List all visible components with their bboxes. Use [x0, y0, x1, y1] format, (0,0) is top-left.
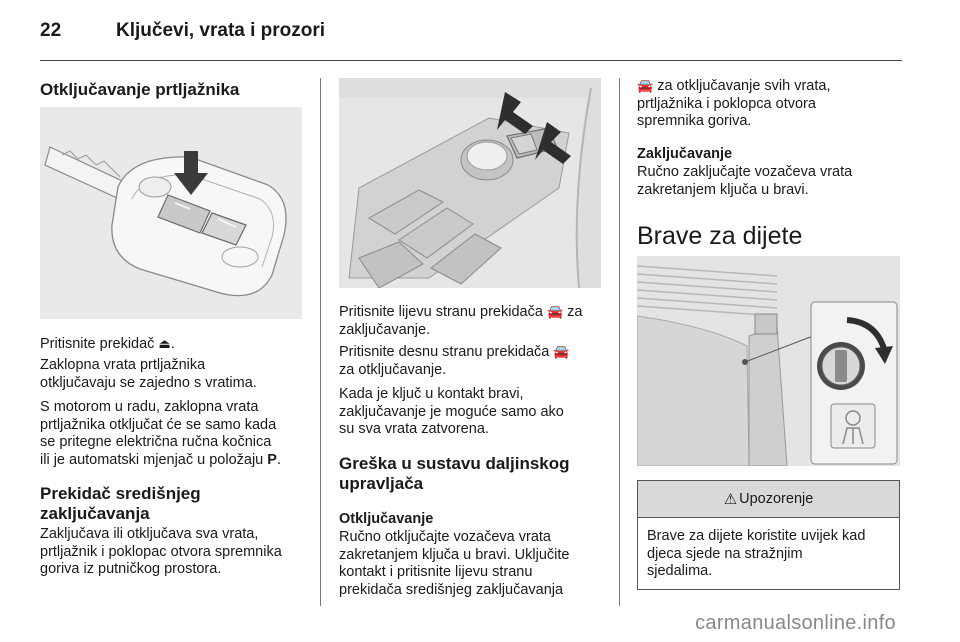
- col2-para-manual-unlock: Ručno otključajte vozačeva vrata zakretanjem ključa u bravi. Uključite kontakt i pritisnite lijevu stranu prekidača središnjeg zaključavanja: [339, 529, 570, 598]
- col3-para-unlock-all: 🚘 za otključavanje svih vrata, prtljažnika i poklopca otvora spremnika goriva.: [637, 78, 831, 129]
- key-fob-illustration: [40, 107, 302, 319]
- col2-para-unlock: Pritisnite desnu stranu prekidača 🚘 za otključavanje.: [339, 344, 570, 378]
- warning-title: Upozorenje: [739, 491, 814, 507]
- child-lock-illustration: [637, 256, 900, 466]
- section-title-central-lock: Prekidač središnjeg zaključavanja: [40, 484, 201, 523]
- warning-header: [638, 481, 899, 518]
- section-title-remote-fault: Greška u sustavu daljinskog upravljača: [339, 454, 570, 493]
- child-lock-figure: [637, 256, 900, 466]
- warning-body: Brave za dijete koristite uvijek kad djeca sjede na stražnjim sjedalima.: [647, 528, 866, 579]
- subtitle-unlocking: Otključavanje: [339, 511, 434, 527]
- section-title-child-locks: Brave za dijete: [637, 222, 803, 250]
- col1-para-central-lock: Zaključava ili otključava sva vrata, prtljažnik i poklopac otvora spremnika goriva iz putničkog prostora.: [40, 526, 282, 577]
- door-switch-illustration: [339, 78, 601, 288]
- col1-para-engine: S motorom u radu, zaklopna vrata prtljažnika otključat će se samo kada se pritegne električna ručna kočnica ili je automatski mjenjač u položaju P.: [40, 399, 281, 468]
- car-lock-icon: 🚘: [546, 305, 564, 320]
- col1-para-tailgate: Zaklopna vrata prtljažnika otključavaju se zajedno s vratima.: [40, 357, 257, 391]
- car-unlock-icon: 🚘: [553, 345, 570, 360]
- page-number: 22: [40, 20, 62, 41]
- door-switch-figure: [339, 78, 601, 288]
- column-divider-1: [320, 78, 321, 606]
- col1-para-press: Pritisnite prekidač ⏏.: [40, 336, 175, 352]
- key-fob-figure: [40, 107, 302, 319]
- warning-triangle-icon: ⚠: [723, 490, 738, 508]
- warning-box: [637, 480, 900, 590]
- col3-para-manual-lock: Ručno zaključajte vozačeva vrata zakretanjem ključa u bravi.: [637, 164, 853, 198]
- section-title-trunk-unlock: Otključavanje prtljažnika: [40, 80, 240, 99]
- watermark: carmanualsonline.info: [695, 612, 896, 634]
- chapter-title: Ključevi, vrata i prozori: [116, 20, 326, 41]
- car-unlock-icon: 🚘: [637, 79, 654, 94]
- header-rule: [40, 60, 902, 61]
- col2-para-lock: Pritisnite lijevu stranu prekidača 🚘 za zaključavanje.: [339, 304, 583, 338]
- subtitle-locking: Zaključavanje: [637, 146, 733, 162]
- column-divider-2: [619, 78, 620, 606]
- tailgate-icon: ⏏: [158, 337, 171, 352]
- col2-para-ignition: Kada je ključ u kontakt bravi, zaključavanje je moguće samo ako su sva vrata zatvorena.: [339, 386, 564, 437]
